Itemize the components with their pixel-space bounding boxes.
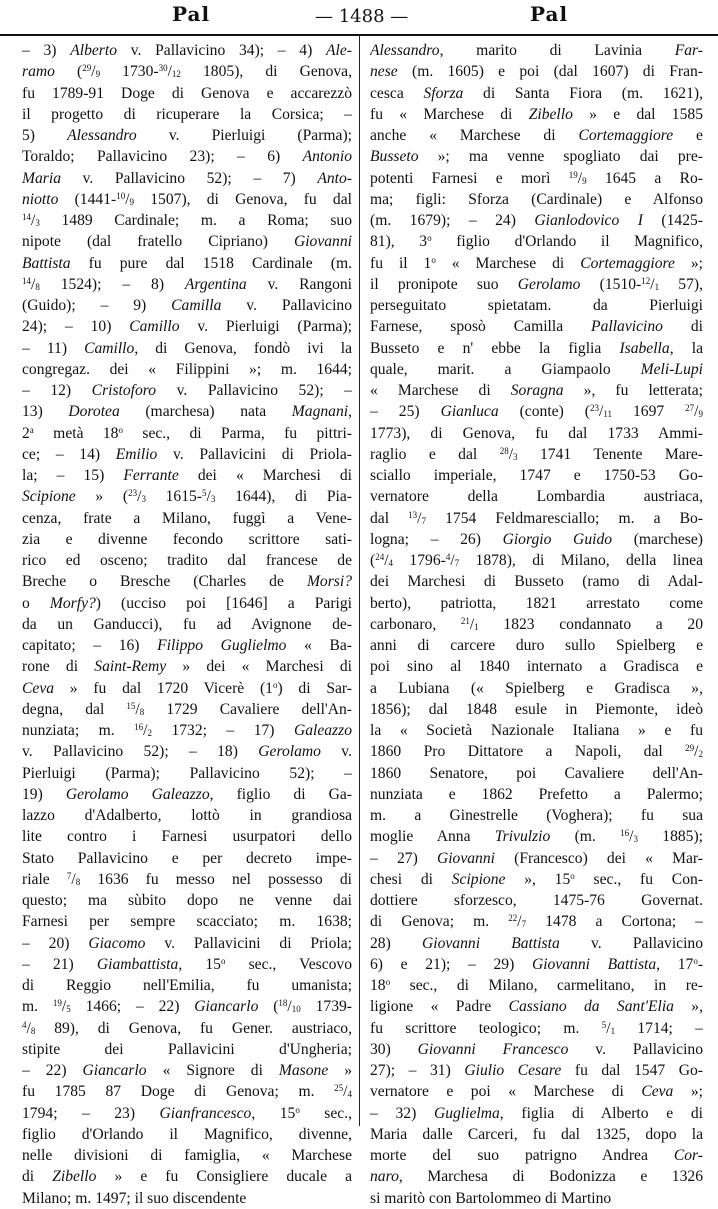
text-line: cenza, frate a Milano, fuggì a Vene-	[22, 509, 352, 527]
text-line: Pierluigi (Parma); Pallavicino 52); –	[22, 764, 352, 782]
text-line: figlio d'Orlando il Magnifico, divenne,	[22, 1125, 352, 1143]
text-line: v. Pallavicino 52); – 18) Gerolamo v.	[22, 743, 352, 761]
text-line: 1773), di Genova, fu dal 1733 Ammi-	[370, 424, 703, 442]
text-line: nelle divisioni di famiglia, « Marchese	[22, 1147, 352, 1164]
text-line: a Lubiana (« Spielberg e Gradisca »,	[370, 679, 703, 697]
text-line: – 12) Cristoforo v. Pallavicino 52); –	[22, 382, 352, 399]
text-line: ce; – 14) Emilio v. Pallavicini di Priola-	[22, 445, 352, 463]
text-line: – 20) Giacomo v. Pallavicini di Priola;	[22, 934, 352, 952]
text-line: – 11) Camillo, di Genova, fondò ivi la	[22, 339, 352, 357]
text-line: poi sino al 1840 internato a Gradisca e	[370, 658, 703, 676]
text-line: chesi di Scipione », 15$^o$ sec., fu Con-	[370, 870, 703, 888]
text-line: Busseto »; ma venne spogliato dai pre-	[370, 148, 703, 166]
text-line: ma; figli: Sforza (Cardinale) e Alfonso	[370, 190, 703, 208]
text-line: fu « Marchese di Zibello » e dal 1585	[370, 105, 703, 123]
text-line: $^{14}/_3$ 1489 Cardinale; m. a Roma; suo	[22, 212, 352, 229]
text-line: Maria dalle Carceri, fu dal 1325, dopo la	[370, 1125, 703, 1143]
text-line: $^{14}/_8$ 1524); – 8) Argentina v. Rangoni	[22, 275, 352, 293]
text-line: – 32) Guglielma, figlia di Alberto e di	[370, 1104, 703, 1122]
text-line: da un Ganducci), fu ad Avignone de-	[22, 615, 352, 633]
text-line: dei Marchesi di Busseto (ramo di Adal-	[370, 573, 703, 591]
text-line: questo; ma sùbito dopo ne venne dai	[22, 892, 352, 909]
text-line: logna; – 26) Giorgio Guido (marchese)	[370, 530, 703, 548]
text-line: moglie Anna Trivulzio (m. $^{16}/_3$ 1885);	[370, 828, 703, 846]
text-line: fu scrittore teologico; m. $^5/_1$ 1714; –	[370, 1019, 703, 1037]
text-line: ($^{24}/_4$ $1796-^4/_7$ 1878), di Milano, della linea	[370, 552, 703, 569]
text-line: 1860 Senatore, poi Cavaliere dell'An-	[370, 764, 703, 782]
text-line: capitato; – 16) Filippo Guglielmo « Ba-	[22, 637, 352, 654]
text-line: dottiere sforzesco, 1475-76 Governat.	[370, 892, 703, 909]
right-column	[370, 40, 703, 1209]
text-line: $^4/_8$ 89), di Genova, fu Gener. austriaco,	[22, 1019, 352, 1037]
text-line: rone di Saint-Remy » dei « Marchesi di	[22, 658, 352, 676]
text-line: nunziata e 1862 Prefetto a Palermo;	[370, 785, 703, 803]
left-column	[22, 40, 352, 1209]
text-line: la « Società Nazionale Italiana » e fu	[370, 722, 703, 739]
text-line: Milano; m. 1497; il suo discendente	[22, 1189, 247, 1207]
text-line: Farnesi per sempre scacciato; m. 1638;	[22, 913, 352, 931]
text-line: anche « Marchese di Cortemaggiore e	[370, 127, 703, 144]
text-line: potenti Farnesi e morì $^{19}/_9$ 1645 a Ro-	[370, 169, 703, 187]
text-line: cesca Sforza di Santa Fiora (m. 1621),	[370, 84, 703, 102]
text-line: il pronipote suo Gerolamo ($1510-^{12}/_1$ 57),	[370, 275, 703, 293]
text-line: 18$^o$ sec., di Milano, carmelitano, in re-	[370, 977, 703, 994]
text-line: Alessandro, marito di Lavinia Far-	[370, 42, 703, 59]
text-line: anni di carcere duro sullo Spielberg e	[370, 637, 703, 654]
text-line: niotto ($1441-^{10}/_9$ 1507), di Genova, fu dal	[22, 190, 352, 208]
text-line: nipote (dal fratello Cipriano) Giovanni	[22, 233, 352, 251]
text-line: 6) e 21); – 29) Giovanni Battista, 17$^o$-	[370, 955, 703, 973]
text-line: rico ed osceno; tradito dal francese de	[22, 552, 352, 569]
text-line: quale, marit. a Giampaolo Meli-Lupi	[370, 360, 703, 378]
text-line: il progetto di ricuperare la Corsica; –	[22, 105, 352, 123]
text-line: (m. 1679); – 24) Gianlodovico I (1425-	[370, 212, 703, 229]
text-line: 81), 3$^o$ figlio d'Orlando il Magnifico,	[370, 233, 703, 251]
text-line: 27); – 31) Giulio Cesare fu dal 1547 Go-	[370, 1062, 703, 1079]
text-line: nunziata; m. $^{16}/_2$ 1732; – 17) Galeazzo	[22, 722, 352, 739]
text-line: fu il 1$^o$ « Marchese di Cortemaggiore »;	[370, 254, 703, 272]
text-line: Busseto e n' ebbe la figlia Isabella, la	[370, 339, 703, 357]
text-line: Battista fu pure dal 1518 Cardinale (m.	[22, 254, 352, 272]
text-line: la; – 15) Ferrante dei « Marchesi di	[22, 467, 352, 484]
text-line: di Reggio nell'Emilia, fu umanista;	[22, 977, 352, 994]
text-line: « Marchese di Soragna », fu letterata;	[370, 382, 703, 399]
text-line: – 22) Giancarlo « Signore di Masone »	[22, 1062, 352, 1079]
text-line: Breche o Bresche (Charles de Morsi?	[22, 573, 352, 591]
text-line: 30) Giovanni Francesco v. Pallavicino	[370, 1040, 703, 1058]
text-line: (Guido); – 9) Camilla v. Pallavicino	[22, 297, 352, 314]
text-line: 5) Alessandro v. Pierluigi (Parma);	[22, 127, 352, 144]
text-line: fu 1789-91 Doge di Genova e accarezzò	[22, 84, 352, 102]
text-line: dal $^{13}/_7$ 1754 Feldmaresciallo; m. a Bo-	[370, 509, 703, 527]
text-line: vernatore e poi « Marchese di Ceva »;	[370, 1083, 703, 1101]
text-line: perseguitato spietatam. da Pierluigi	[370, 297, 703, 314]
text-line: ligione « Padre Cassiano da Sant'Elia »,	[370, 998, 703, 1016]
text-line: Farnese, sposò Camilla Pallavicino di	[370, 318, 703, 336]
text-line: carbonaro, $^{21}/_1$ 1823 condannato a 20	[370, 615, 703, 633]
text-line: Stato Pallavicino e per decreto impe-	[22, 849, 352, 867]
text-line: m. a Ginestrelle (Voghera); fu sua	[370, 807, 703, 824]
running-head-left: Pal	[172, 2, 211, 26]
text-line: fu 1785 87 Doge di Genova; m. $^{25}/_4$	[22, 1083, 352, 1101]
text-line: Maria v. Pallavicino 52); – 7) Anto-	[22, 169, 352, 187]
page-number: — 1488 —	[315, 6, 409, 27]
text-line: 1860 Pro Dittatore a Napoli, dal $^{29}/_2$	[370, 743, 703, 761]
text-line: Scipione » ($^{23}/_3$ $1615-^5/_3$ 1644), di Pia-	[22, 488, 352, 506]
text-line: degna, dal $^{15}/_8$ 1729 Cavaliere dell'An-	[22, 700, 352, 718]
text-line: Ceva » fu dal 1720 Vicerè (1$^o$) di Sar-	[22, 679, 352, 697]
text-line: riale $^7/_8$ 1636 fu messo nel possesso di	[22, 870, 352, 888]
text-line: naro, Marchesa di Bodonizza e 1326	[370, 1168, 703, 1186]
column-divider	[359, 36, 360, 1126]
text-line: 1856); dal 1848 esule in Piemonte, ideò	[370, 700, 703, 718]
text-line: m. $^{19}/_5$ 1466; – 22) Giancarlo ($^{18}/_{10}$ 1739-	[22, 998, 352, 1016]
text-line: 13) Dorotea (marchesa) nata Magnani,	[22, 403, 352, 421]
text-line: si maritò con Bartolommeo di Martino	[370, 1189, 612, 1207]
text-line: Toraldo; Pallavicino 23); – 6) Antonio	[22, 148, 352, 166]
text-line: berto), patriotta, 1821 arrestato come	[370, 594, 703, 612]
text-line: 24); – 10) Camillo v. Pierluigi (Parma);	[22, 318, 352, 336]
text-line: morte del suo patrigno Andrea Cor-	[370, 1147, 703, 1164]
text-line: ramo ($^{29}/_9$ $1730-^{30}/_{12}$ 1805), di Genova,	[22, 63, 352, 81]
running-head-right: Pal	[530, 2, 569, 26]
text-line: vernatore della Lombardia austriaca,	[370, 488, 703, 506]
text-line: congregaz. dei « Filippini »; m. 1644;	[22, 360, 352, 378]
text-line: 19) Gerolamo Galeazzo, figlio di Ga-	[22, 785, 352, 803]
text-line: stipite dei Pallavicini d'Ungheria;	[22, 1040, 352, 1058]
text-line: lite contro i Farnesi usurpatori dello	[22, 828, 352, 846]
text-line: raglio e dal $^{28}/_3$ 1741 Tenente Mare-	[370, 445, 703, 463]
text-line: zia e divenne fecondo scrittore sati-	[22, 530, 352, 548]
text-line: o Morfy?) (ucciso poi [1646] a Parigi	[22, 594, 352, 612]
text-line: – 25) Gianluca (conte) ($^{23}/_{11}$ 1697 $^{27}/_9$	[370, 403, 703, 421]
text-line: nese (m. 1605) e poi (dal 1607) di Fran-	[370, 63, 703, 81]
text-line: lazzo d'Adalberto, lottò in grandiosa	[22, 807, 352, 824]
text-line: – 27) Giovanni (Francesco) dei « Mar-	[370, 849, 703, 867]
page-header	[0, 0, 718, 36]
text-line: 2$^a$ metà 18$^o$ sec., di Parma, fu pittri-	[22, 424, 352, 442]
text-line: – 21) Giambattista, 15$^o$ sec., Vescovo	[22, 955, 352, 973]
text-line: di Zibello » e fu Consigliere ducale a	[22, 1168, 352, 1186]
text-line: di Genova; m. $^{22}/_7$ 1478 a Cortona; –	[370, 913, 703, 931]
text-line: 1794; – 23) Gianfrancesco, 15$^o$ sec.,	[22, 1104, 352, 1122]
text-line: sciallo imperiale, 1747 e 1750-53 Go-	[370, 467, 703, 484]
text-line: – 3) Alberto v. Pallavicino 34); – 4) Ale-	[22, 42, 352, 59]
text-line: 28) Giovanni Battista v. Pallavicino	[370, 934, 703, 952]
